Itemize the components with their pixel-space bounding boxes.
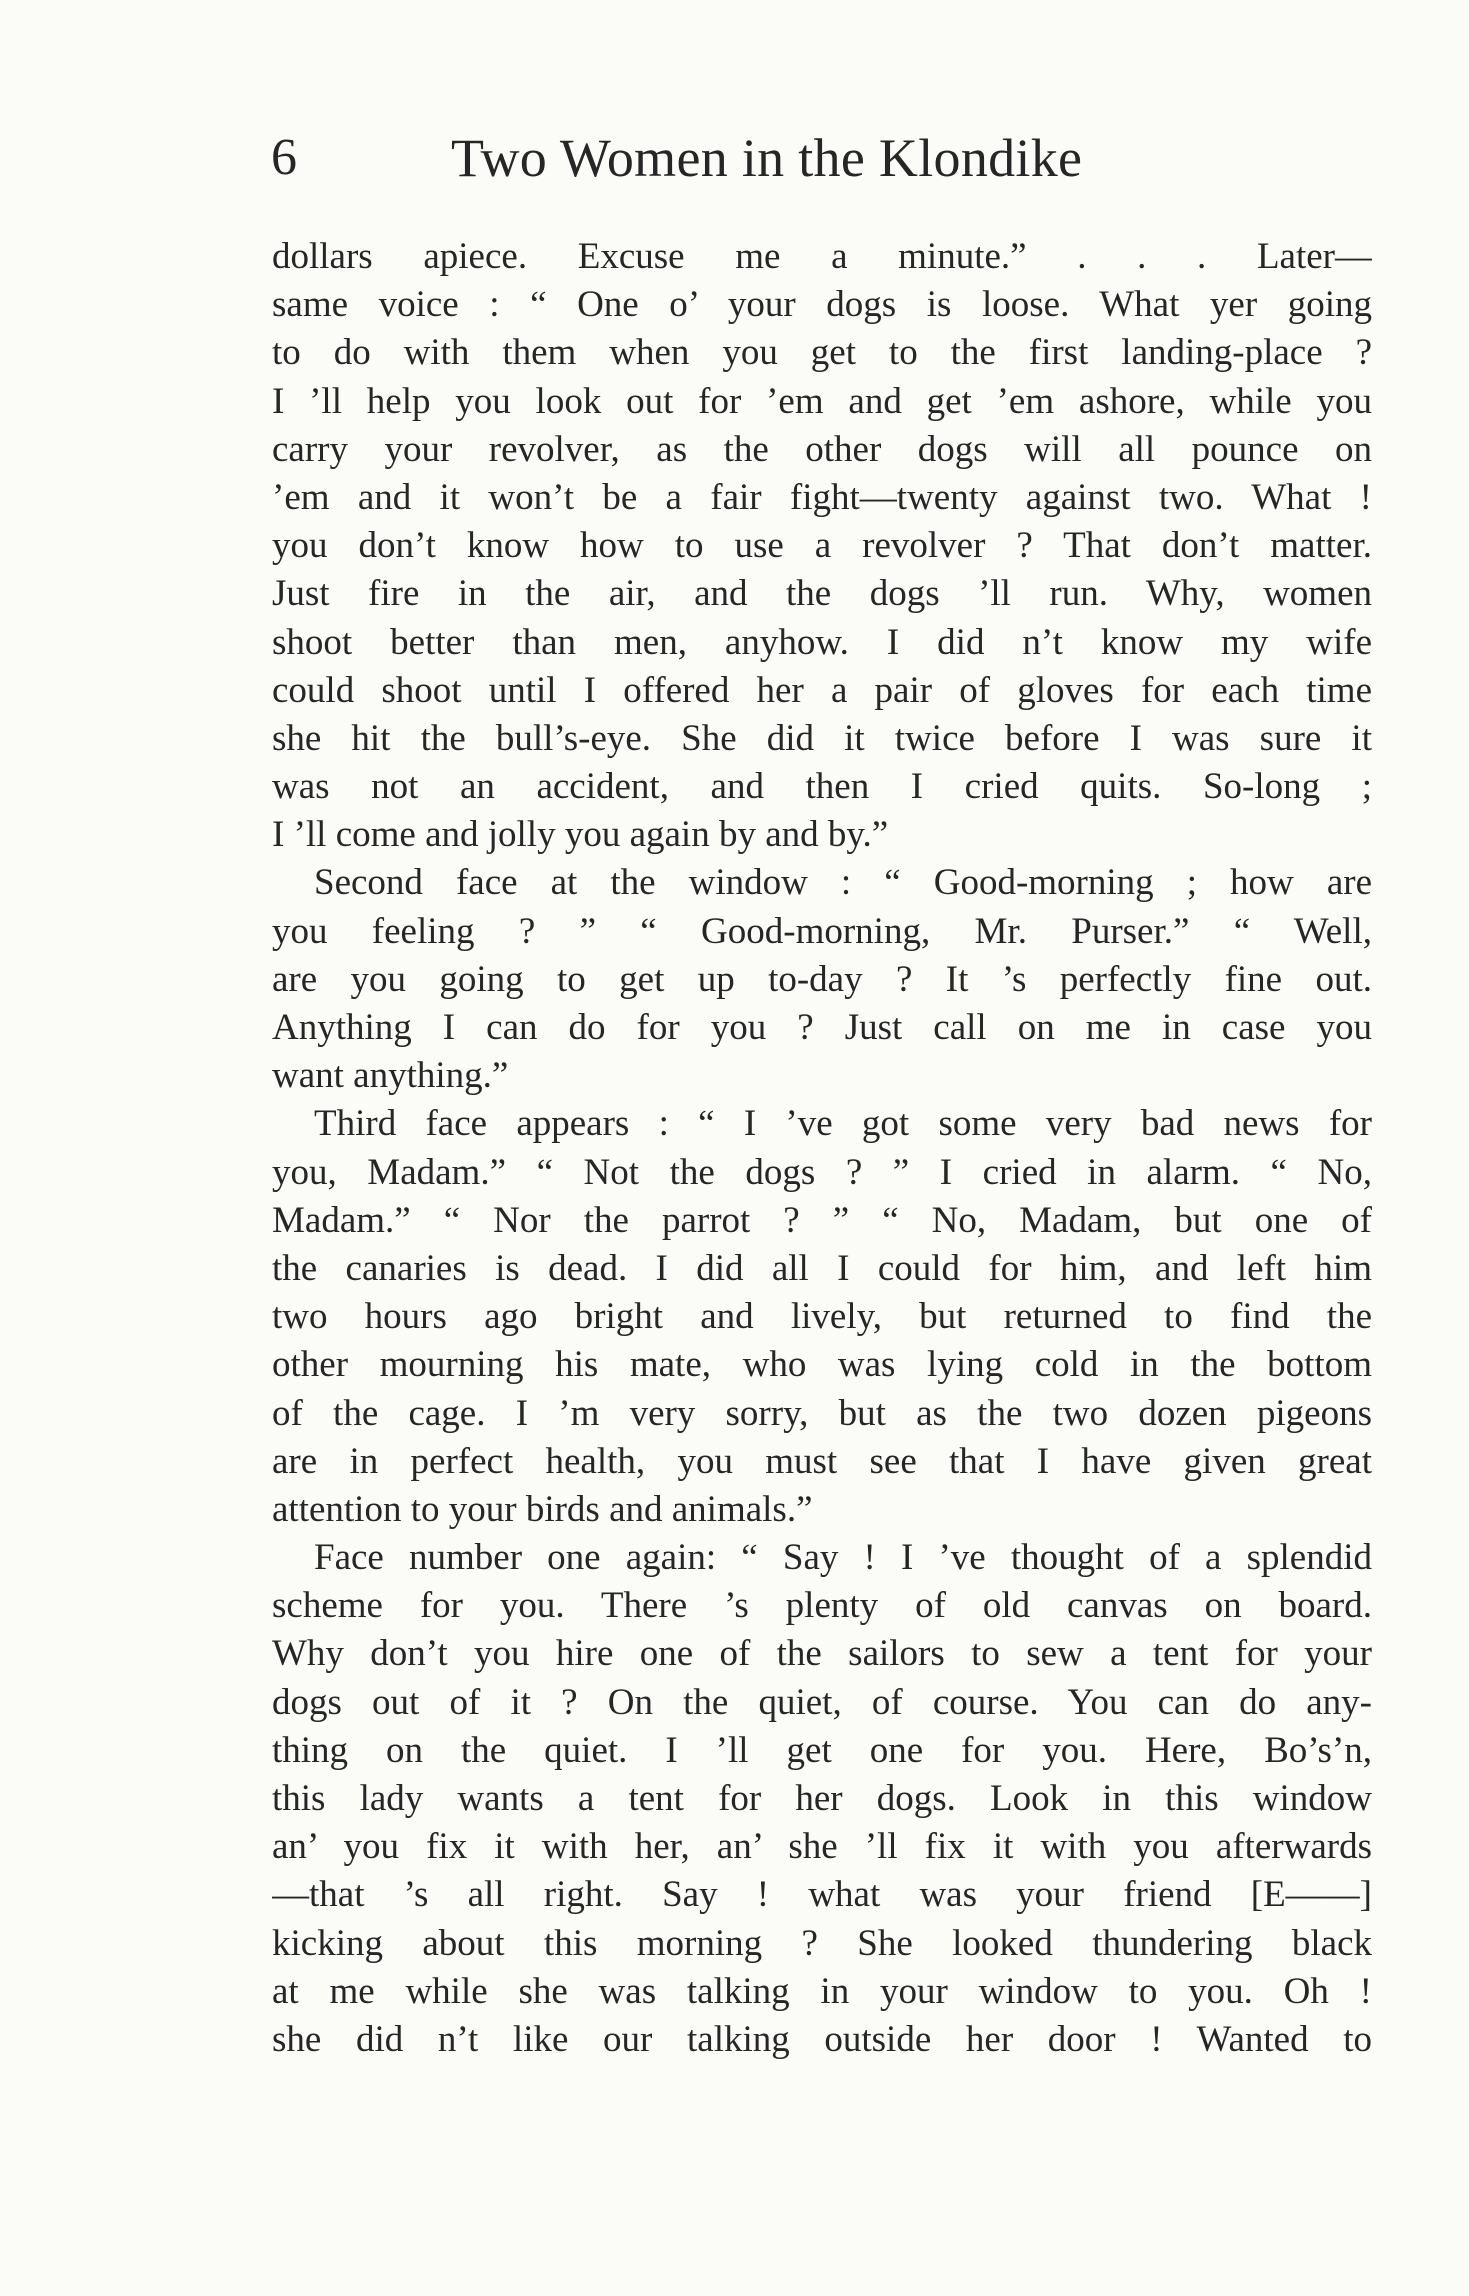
text-line: an’ you fix it with her, an’ she ’ll fix it with you afterwards (272, 1826, 1372, 1868)
text-line: of the cage. I ’m very sorry, but as the two dozen pigeons (272, 1392, 1372, 1434)
text-line: could shoot until I offered her a pair of gloves for each time (272, 669, 1372, 711)
text-line: are in perfect health, you must see that I have given great (272, 1440, 1372, 1482)
text-line: same voice : “ One o’ your dogs is loose. What yer going (272, 284, 1372, 326)
text-line: was not an accident, and then I cried quits. So-long ; (272, 766, 1372, 808)
text-line: thing on the quiet. I ’ll get one for you. Here, Bo’s’n, (272, 1729, 1372, 1771)
text-line: Madam.” “ Nor the parrot ? ” “ No, Madam, but one of (272, 1199, 1372, 1241)
page-number: 6 (271, 129, 297, 186)
text-line: attention to your birds and animals.” (272, 1488, 813, 1530)
text-line: Second face at the window : “ Good-morning ; how are (314, 862, 1372, 904)
running-title: Two Women in the Klondike (451, 128, 1083, 188)
text-line: she did n’t like our talking outside her door ! Wanted to (272, 2018, 1372, 2060)
text-line: Third face appears : “ I ’ve got some very bad news for (314, 1103, 1372, 1145)
text-line: Face number one again: “ Say ! I ’ve thought of a splendid (314, 1537, 1372, 1579)
text-line: the canaries is dead. I did all I could for him, and left him (272, 1247, 1372, 1289)
text-line: this lady wants a tent for her dogs. Look in this window (272, 1778, 1372, 1819)
text-line: dogs out of it ? On the quiet, of course. You can do any- (272, 1681, 1372, 1723)
text-line: you, Madam.” “ Not the dogs ? ” I cried in alarm. “ No, (272, 1151, 1372, 1193)
text-line: Just fire in the air, and the dogs ’ll run. Why, women (272, 573, 1372, 615)
text-line: scheme for you. There ’s plenty of old canvas on board. (272, 1585, 1372, 1627)
text-line: I ’ll come and jolly you again by and by.” (272, 814, 889, 856)
text-line: carry your revolver, as the other dogs will all pounce on (272, 428, 1372, 470)
text-line: Why don’t you hire one of the sailors to sew a tent for your (272, 1633, 1372, 1675)
body-text (272, 233, 1372, 2064)
text-line: ’em and it won’t be a fair fight—twenty against two. What ! (272, 476, 1372, 518)
text-line: she hit the bull’s-eye. She did it twice before I was sure it (272, 717, 1372, 759)
text-line: kicking about this morning ? She looked thundering black (272, 1922, 1372, 1964)
text-line: want anything.” (272, 1055, 509, 1097)
text-line: Anything I can do for you ? Just call on me in case you (272, 1007, 1372, 1048)
text-line: I ’ll help you look out for ’em and get ’em ashore, while you (272, 380, 1372, 422)
text-line: —that ’s all right. Say ! what was your friend [E——] (272, 1874, 1372, 1916)
text-line: are you going to get up to-day ? It ’s perfectly fine out. (272, 958, 1372, 1000)
text-line: at me while she was talking in your window to you. Oh ! (272, 1970, 1372, 2012)
text-line: to do with them when you get to the first landing-place ? (272, 332, 1372, 374)
text-line: other mourning his mate, who was lying cold in the bottom (272, 1344, 1372, 1386)
text-line: two hours ago bright and lively, but returned to find the (272, 1296, 1372, 1338)
text-line: shoot better than men, anyhow. I did n’t know my wife (272, 621, 1372, 663)
text-line: you don’t know how to use a revolver ? That don’t matter. (272, 525, 1372, 567)
page-header (271, 118, 1371, 198)
text-line: you feeling ? ” “ Good-morning, Mr. Purser.” “ Well, (272, 910, 1372, 952)
text-line: dollars apiece. Excuse me a minute.” . . . Later— (272, 236, 1372, 277)
